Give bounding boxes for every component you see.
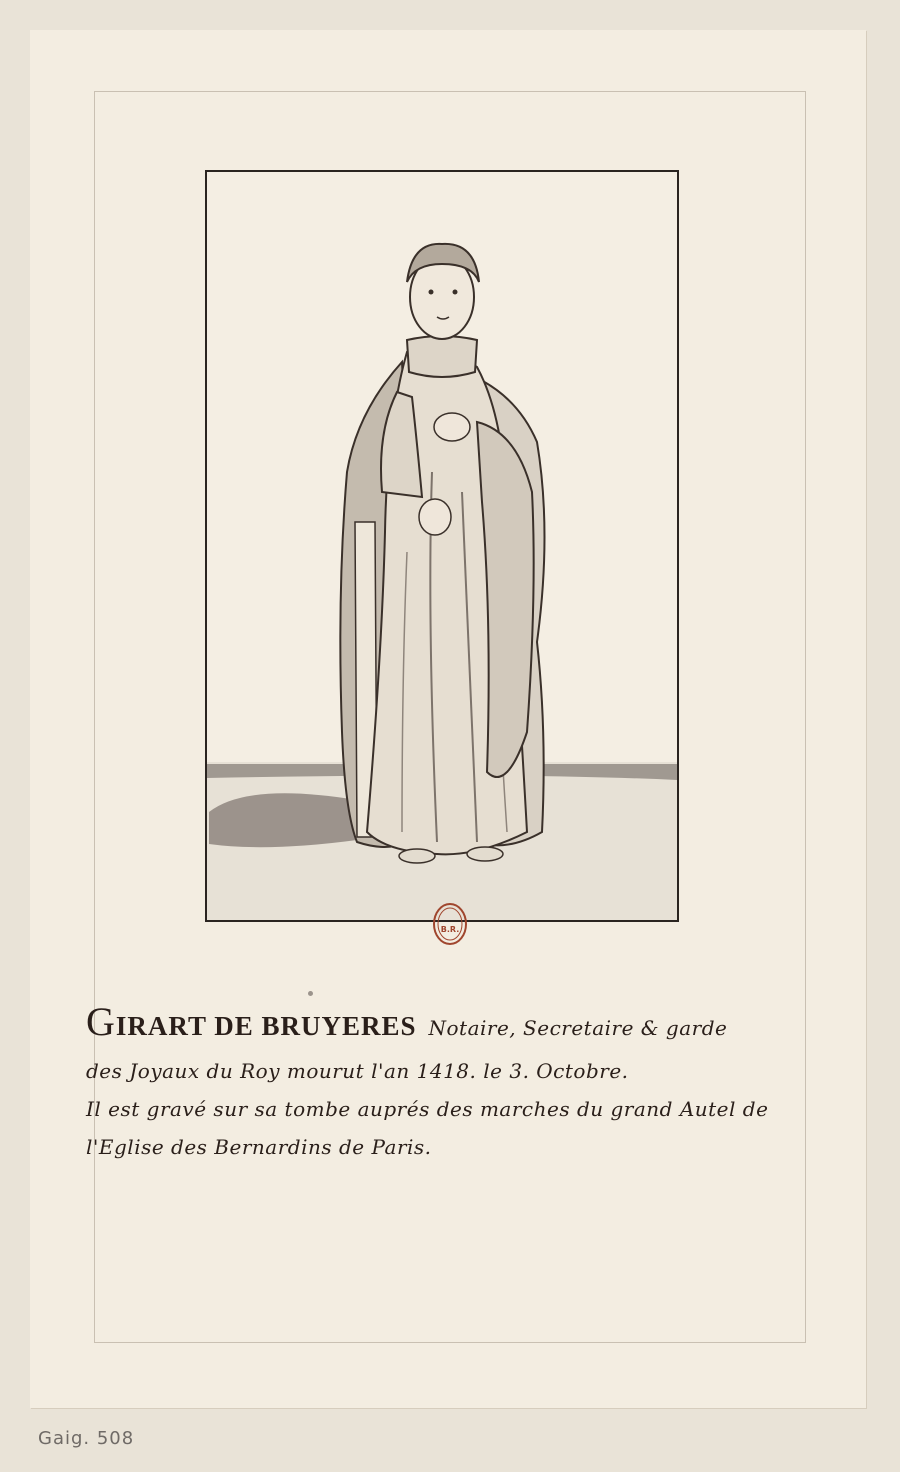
archive-shelf-mark: Gaig. 508 xyxy=(38,1428,135,1449)
caption-line-4: l'Eglise des Bernardins de Paris. xyxy=(86,1135,432,1159)
subject-titles: Notaire, Secretaire & garde xyxy=(428,1016,728,1040)
caption-title-line xyxy=(86,998,806,1045)
subject-name: GIRART DE BRUYERES xyxy=(86,999,417,1044)
caption-block xyxy=(86,998,806,1159)
caption-line-2: des Joyaux du Roy mourut l'an 1418. le 3. Octobre. xyxy=(86,1059,629,1083)
library-seal-icon xyxy=(432,902,468,946)
caption-line-3: Il est gravé sur sa tombe auprés des marches du grand Autel de xyxy=(86,1097,769,1121)
svg-text:B.R.: B.R. xyxy=(440,925,460,934)
figure-illustration xyxy=(205,170,679,922)
library-stamp xyxy=(432,902,468,946)
ink-dot xyxy=(308,991,313,996)
robed-figure-drawing xyxy=(207,172,677,920)
